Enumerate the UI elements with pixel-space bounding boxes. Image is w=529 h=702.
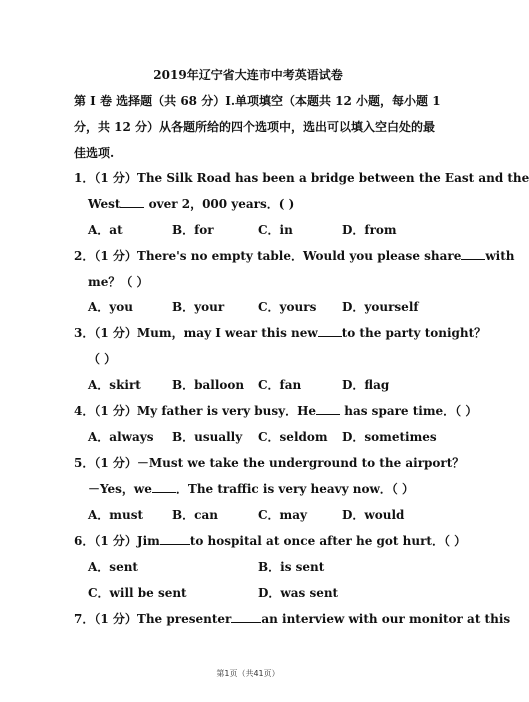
intro-line-2: 分，共 12 分）从各题所给的四个选项中，选出可以填入空白处的最 [74, 120, 436, 134]
answer-blank[interactable] [316, 403, 340, 415]
question-6: 6．（1 分）Jim to hospital at once after he got hurt．（ ） [74, 534, 467, 548]
intro-line-3: 佳选项. [74, 146, 115, 160]
option-c: C．seldom [258, 430, 328, 444]
answer-blank[interactable] [461, 248, 485, 260]
option-b: B．can [172, 508, 218, 522]
option-c: C．in [258, 223, 293, 237]
answer-blank[interactable] [318, 325, 342, 337]
question-1-cont: West over 2，000 years．( ) [88, 197, 295, 211]
question-3-cont: （ ） [88, 352, 117, 366]
option-d: D．yourself [342, 300, 419, 314]
question-3: 3．（1 分）Mum，may I wear this new to the party tonight？ [74, 326, 487, 340]
option-a: A．always [88, 430, 154, 444]
answer-blank[interactable] [160, 533, 190, 545]
option-d: D．would [342, 508, 405, 522]
question-1: 1．（1 分）The Silk Road has been a bridge between the East and the [74, 171, 529, 185]
question-2: 2．（1 分）There's no empty table．Would you please share with [74, 249, 515, 263]
option-b: B．is sent [258, 560, 325, 574]
question-5: 5．（1 分）－Must we take the underground to the airport？ [74, 456, 465, 470]
option-d: D．sometimes [342, 430, 437, 444]
option-c: C．fan [258, 378, 302, 392]
page-footer: 第1页（共41页） [216, 669, 280, 678]
page-title: 2019年辽宁省大连市中考英语试卷 [153, 68, 343, 82]
option-a: A．at [88, 223, 123, 237]
answer-blank[interactable] [120, 196, 144, 208]
option-a: A．sent [88, 560, 138, 574]
option-b: B．for [172, 223, 214, 237]
option-a: A．must [88, 508, 144, 522]
option-a: A．skirt [88, 378, 141, 392]
option-d: D．from [342, 223, 397, 237]
option-b: B．usually [172, 430, 243, 444]
answer-blank[interactable] [152, 481, 176, 493]
answer-blank[interactable] [231, 611, 261, 623]
option-c: C．will be sent [88, 586, 187, 600]
option-c: C．yours [258, 300, 317, 314]
option-b: B．your [172, 300, 225, 314]
question-4: 4．（1 分）My father is very busy．He has spare time．（ ） [74, 404, 478, 418]
question-7: 7．（1 分）The presenter an interview with our monitor at this [74, 612, 511, 626]
option-c: C．may [258, 508, 307, 522]
option-a: A．you [88, 300, 134, 314]
option-b: B．balloon [172, 378, 245, 392]
option-d: D．flag [342, 378, 390, 392]
question-5-cont: －Yes，we ．The traffic is very heavy now．（ ） [88, 482, 414, 496]
option-d: D．was sent [258, 586, 339, 600]
intro-line-1: 第 I 卷 选择题（共 68 分）I.单项填空（本题共 12 小题，每小题 1 [74, 94, 441, 108]
question-2-cont: me？（ ） [88, 275, 149, 289]
